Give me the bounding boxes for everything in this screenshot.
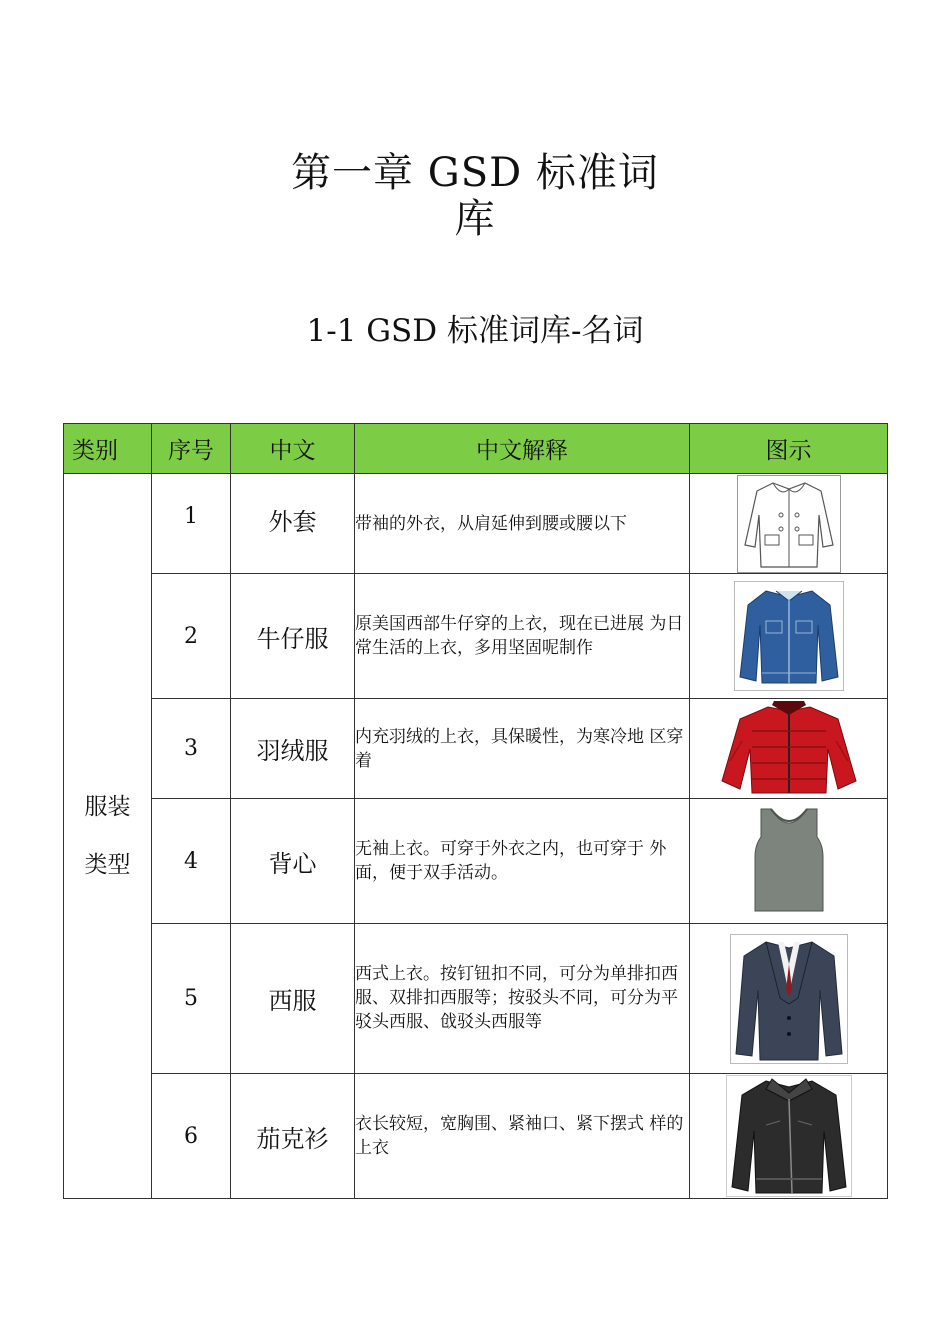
header-number: 序号 [152, 424, 231, 474]
row-term: 茄克衫 [231, 1074, 355, 1199]
denim-jacket-icon [734, 581, 844, 691]
row-number: 2 [152, 574, 231, 699]
row-illustration [690, 699, 888, 799]
header-category: 类别 [64, 424, 152, 474]
suit-jacket-icon [730, 934, 848, 1064]
row-illustration [690, 1074, 888, 1199]
row-illustration [690, 799, 888, 924]
row-illustration [690, 924, 888, 1074]
chapter-title [0, 150, 950, 242]
row-description: 西式上衣。按钉钮扣不同，可分为单排扣西服、双排扣西服等；按驳头不同，可分为平驳头西服、戗驳头西服等 [355, 924, 690, 1074]
table-header-row [64, 424, 888, 474]
row-term: 西服 [231, 924, 355, 1074]
vocabulary-table [63, 423, 888, 1199]
row-description: 无袖上衣。可穿于外衣之内，也可穿于 外面，便于双手活动。 [355, 799, 690, 924]
row-number: 6 [152, 1074, 231, 1199]
table-row [64, 924, 888, 1074]
table-row [64, 799, 888, 924]
category-cell [64, 474, 152, 1199]
leather-jacket-icon [726, 1075, 852, 1197]
row-number: 4 [152, 799, 231, 924]
header-explanation: 中文解释 [355, 424, 690, 474]
chapter-title-line2: 库 [454, 196, 496, 242]
row-term: 背心 [231, 799, 355, 924]
row-term: 羽绒服 [231, 699, 355, 799]
table-row [64, 699, 888, 799]
tank-top-icon [751, 807, 827, 915]
row-illustration [690, 474, 888, 574]
table-row [64, 574, 888, 699]
table-row [64, 474, 888, 574]
row-description: 带袖的外衣，从肩延伸到腰或腰以下 [355, 474, 690, 574]
row-description: 衣长较短，宽胸围、紧袖口、紧下摆式 样的上衣 [355, 1074, 690, 1199]
category-line2: 类型 [84, 852, 131, 878]
row-number: 1 [152, 474, 231, 574]
row-number: 5 [152, 924, 231, 1074]
row-term: 外套 [231, 474, 355, 574]
row-term: 牛仔服 [231, 574, 355, 699]
row-number: 3 [152, 699, 231, 799]
header-chinese: 中文 [231, 424, 355, 474]
table-row [64, 1074, 888, 1199]
coat-sketch-icon [737, 475, 841, 573]
category-line1: 服装 [84, 794, 131, 820]
section-title: 1-1 GSD 标准词库-名词 [306, 313, 644, 349]
row-description: 内充羽绒的上衣，具保暖性，为寒冷地 区穿着 [355, 699, 690, 799]
down-jacket-icon [716, 701, 862, 797]
chapter-title-line1: 第一章 GSD 标准词 [291, 150, 659, 196]
row-illustration [690, 574, 888, 699]
header-illustration: 图示 [690, 424, 888, 474]
row-description: 原美国西部牛仔穿的上衣，现在已进展 为日常生活的上衣，多用坚固呢制作 [355, 574, 690, 699]
